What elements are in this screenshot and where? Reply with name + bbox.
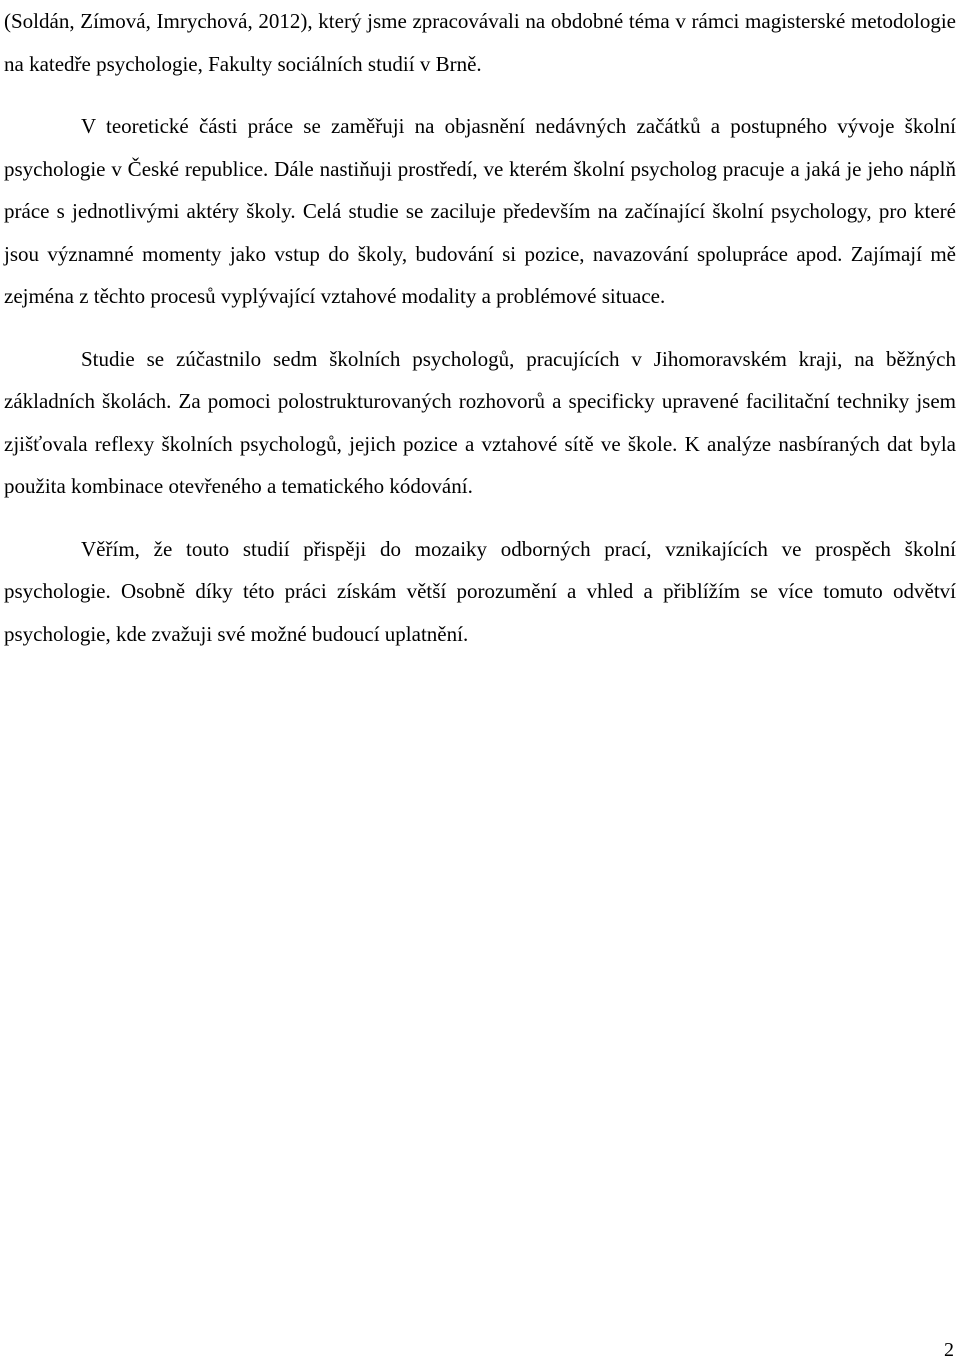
- paragraph-gap: [4, 85, 956, 105]
- paragraph-study: Studie se zúčastnilo sedm školních psychologů, pracujících v Jihomoravském kraji, na běžných základních školách. Za pomoci polostrukturovaných rozhovorů a specificky upravené facilitační techniky jsem zjišťovala reflexy školních psychologů, jejich pozice a vztahové sítě ve škole. K analýze nasbíraných dat byla použita kombinace otevřeného a tematického kódování.: [4, 346, 956, 498]
- paragraph-continuation: (Soldán, Zímová, Imrychová, 2012), který jsme zpracovávali na obdobné téma v rámci magisterské metodologie na katedře psychologie, Fakulty sociálních studií v Brně.: [4, 9, 956, 76]
- paragraph-conclusion: Věřím, že touto studií přispěji do mozaiky odborných prací, vznikajících ve prospěch školní psychologie. Osobně díky této práci získám větší porozumění a vhled a přiblížím se více tomuto odvětví psychologie, kde zvažuji své možné budoucí uplatnění.: [4, 536, 956, 646]
- paragraph-gap: [4, 318, 956, 338]
- paragraph-gap: [4, 508, 956, 528]
- page-number: 2: [944, 1339, 954, 1361]
- paragraph-theory: V teoretické části práce se zaměřuji na objasnění nedávných začátků a postupného vývoje školní psychologie v České republice. Dále nastiňuji prostředí, ve kterém školní psycholog pracuje a jaká je jeho náplň práce s jednotlivými aktéry školy. Celá studie se zaciluje především na začínající školní psychology, pro které jsou významné momenty jako vstup do školy, budování si pozice, navazování spolupráce apod. Zajímají mě zejména z těchto procesů vyplývající vztahové modality a problémové situace.: [4, 114, 956, 308]
- body-text: [4, 0, 956, 655]
